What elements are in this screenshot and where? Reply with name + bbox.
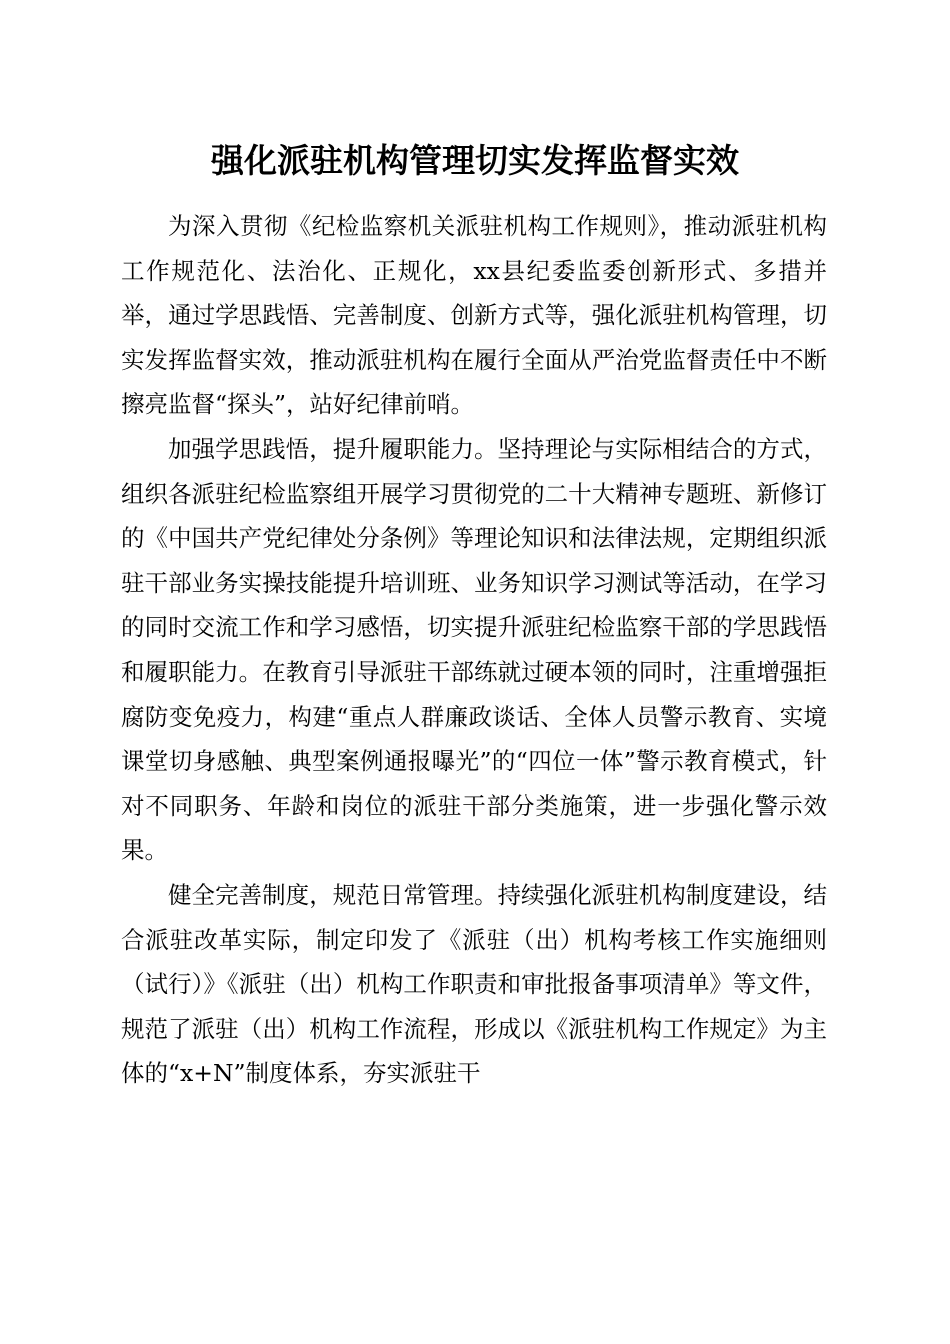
paragraph-system: 健全完善制度，规范日常管理。持续强化派驻机构制度建设，结合派驻改革实际，制定印发了《派驻（出）机构考核工作实施细则（试行）》《派驻（出）机构工作职责和审批报备事项清单》等文件，规范了派驻（出）机构工作流程，形成以《派驻机构工作规定》为主体的“x+N”制度体系，夯实派驻干 (121, 880, 827, 1088)
document-body (121, 204, 827, 1096)
paragraph-study: 加强学思践悟，提升履职能力。坚持理论与实际相结合的方式，组织各派驻纪检监察组开展学习贯彻党的二十大精神专题班、新修订的《中国共产党纪律处分条例》等理论知识和法律法规，定期组织派驻干部业务实操技能提升培训班、业务知识学习测试等活动，在学习的同时交流工作和学习感悟，切实提升派驻纪检监察干部的学思践悟和履职能力。在教育引导派驻干部练就过硬本领的同时，注重增强拒腐防变免疫力，构建“重点人群廉政谈话、全体人员警示教育、实境课堂切身感触、典型案例通报曝光”的“四位一体”警示教育模式，针对不同职务、年龄和岗位的派驻干部分类施策，进一步强化警示效果。 (121, 434, 827, 865)
paragraph-intro: 为深入贯彻《纪检监察机关派驻机构工作规则》，推动派驻机构工作规范化、法治化、正规化，xx县纪委监委创新形式、多措并举，通过学思践悟、完善制度、创新方式等，强化派驻机构管理，切实发挥监督实效，推动派驻机构在履行全面从严治党监督责任中不断擦亮监督“探头”，站好纪律前哨。 (121, 212, 827, 419)
document-title: 强化派驻机构管理切实发挥监督实效 (211, 141, 739, 180)
